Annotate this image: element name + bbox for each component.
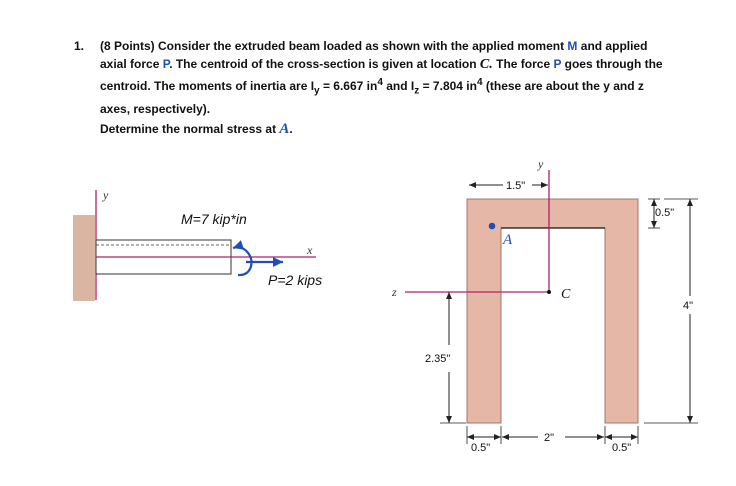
dim-centroid-height: 2.35" bbox=[425, 353, 451, 365]
point-a-label: A bbox=[503, 232, 513, 248]
dim-flange: 0.5" bbox=[655, 207, 675, 219]
task-statement: Determine the normal stress at A. bbox=[100, 121, 293, 137]
beam-y-label: y bbox=[103, 188, 109, 202]
centroid-symbol: C. bbox=[479, 57, 493, 72]
centroid-label: C bbox=[561, 287, 571, 302]
problem-line-3: centroid. The moments of inertia are $I_y = 6.667$ $in^4$ and $I_z = 7.804$ $in^4$ (these are about the y and z bbox=[100, 77, 644, 97]
beam-figure bbox=[73, 188, 322, 301]
moment-label: M=7 kip*in bbox=[181, 211, 247, 227]
dim-top-width: 1.5" bbox=[506, 180, 526, 192]
section-y-label: y bbox=[538, 157, 544, 171]
point-a-marker bbox=[489, 223, 496, 230]
dim-left-leg: 0.5" bbox=[471, 442, 491, 454]
points-label: (8 Points) bbox=[100, 39, 155, 53]
section-figure bbox=[391, 157, 698, 454]
force-symbol-2: P bbox=[553, 57, 562, 71]
force-symbol: P bbox=[162, 57, 170, 71]
moment-symbol: M bbox=[567, 39, 578, 53]
force-label: P=2 kips bbox=[268, 272, 323, 288]
centroid-marker bbox=[547, 290, 551, 294]
beam-x-label: x bbox=[307, 243, 313, 257]
problem-line-4: axes, respectively). bbox=[100, 102, 211, 117]
dim-right-leg: 0.5" bbox=[612, 442, 632, 454]
dim-height: 4" bbox=[683, 300, 694, 312]
problem-line-1: (8 Points) Consider the extruded beam loaded as shown with the applied moment M and applied bbox=[100, 39, 648, 53]
section-shape bbox=[467, 199, 638, 423]
task-point-a: A bbox=[279, 121, 290, 137]
dim-gap: 2" bbox=[544, 432, 555, 444]
problem-number: 1. bbox=[74, 39, 85, 53]
section-z-label: z bbox=[392, 285, 397, 299]
fixed-wall bbox=[73, 215, 95, 301]
problem-line-2: axial force P. The centroid of the cross-section is given at location C. The force P goes through the bbox=[100, 57, 663, 72]
